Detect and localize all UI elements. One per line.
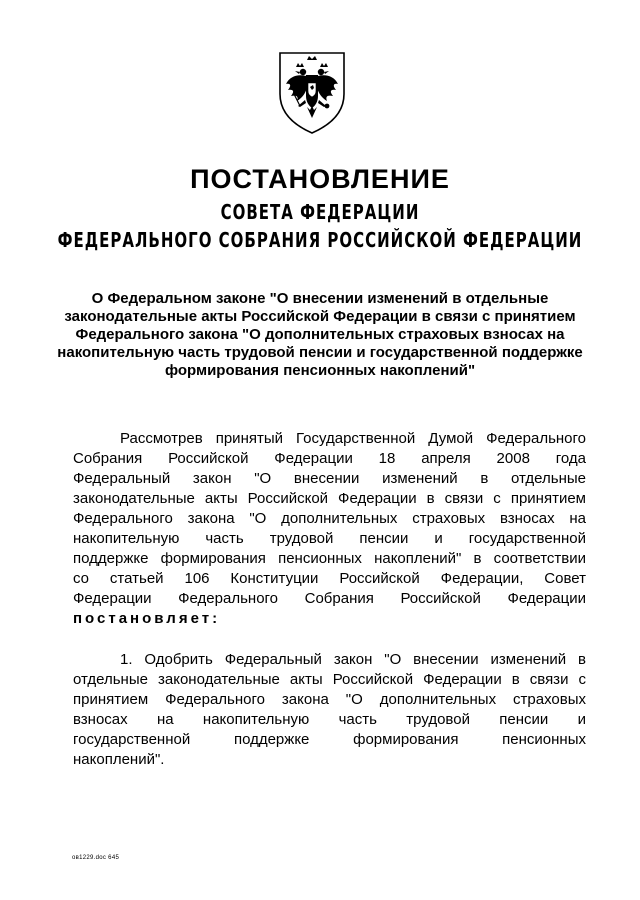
paragraph-line: Федерального закона "О дополнительных страховых взносах на — [73, 510, 586, 527]
paragraph-line: накоплений". — [73, 751, 165, 768]
resolution-item-1 — [73, 650, 586, 770]
subject-line: законодательные акты Российской Федерации в связи с принятием — [64, 308, 576, 325]
resolves-line — [73, 609, 586, 629]
resolves-word: постановляет: — [73, 610, 221, 627]
issuer-line-2: ФЕДЕРАЛЬНОГО СОБРАНИЯ РОССИЙСКОЙ ФЕДЕРАЦИИ — [57, 228, 583, 253]
paragraph-line: государственной поддержке формирования пенсионных — [73, 731, 586, 748]
subject-line: накопительную часть трудовой пенсии и государственной поддержке — [57, 344, 583, 361]
preamble-paragraph — [73, 429, 586, 629]
issuer-line-1: СОВЕТА ФЕДЕРАЦИИ — [220, 200, 420, 225]
paragraph-line: со статьей 106 Конституции Российской Федерации, Совет — [73, 570, 586, 587]
paragraph-line: Федерации Федерального Собрания Российской Федерации — [73, 590, 586, 607]
document-subject — [36, 290, 604, 380]
paragraph-line: 1. Одобрить Федеральный закон "О внесении изменений в — [120, 651, 586, 668]
subject-line: формирования пенсионных накоплений" — [164, 362, 476, 379]
paragraph-line: поддержке формирования пенсионных накоплений" в соответствии — [73, 550, 586, 567]
paragraph-line: отдельные законодательные акты Российской Федерации в связи с — [73, 671, 586, 688]
paragraph-line: Собрания Российской Федерации 18 апреля 2008 года — [73, 450, 586, 467]
document-body — [73, 429, 586, 770]
document-title: ПОСТАНОВЛЕНИЕ — [190, 164, 450, 194]
document-code: ов1229.doc 645 — [72, 855, 120, 861]
subject-line: Федерального закона "О дополнительных страховых взносах на — [75, 326, 565, 343]
paragraph-line: законодательные акты Российской Федерации в связи с принятием — [73, 490, 586, 507]
paragraph-line: принятием Федерального закона "О дополнительных страховых — [73, 691, 586, 708]
paragraph-line: Рассмотрев принятый Государственной Думой Федерального — [120, 430, 586, 447]
russian-coat-of-arms-icon — [276, 50, 348, 136]
paragraph-line: накопительную часть трудовой пенсии и государственной — [73, 530, 586, 547]
paragraph-line: Федеральный закон "О внесении изменений в отдельные — [73, 470, 586, 487]
subject-line: О Федеральном законе "О внесении изменений в отдельные — [91, 290, 549, 307]
paragraph-line: взносах на накопительную часть трудовой пенсии и — [73, 711, 586, 728]
